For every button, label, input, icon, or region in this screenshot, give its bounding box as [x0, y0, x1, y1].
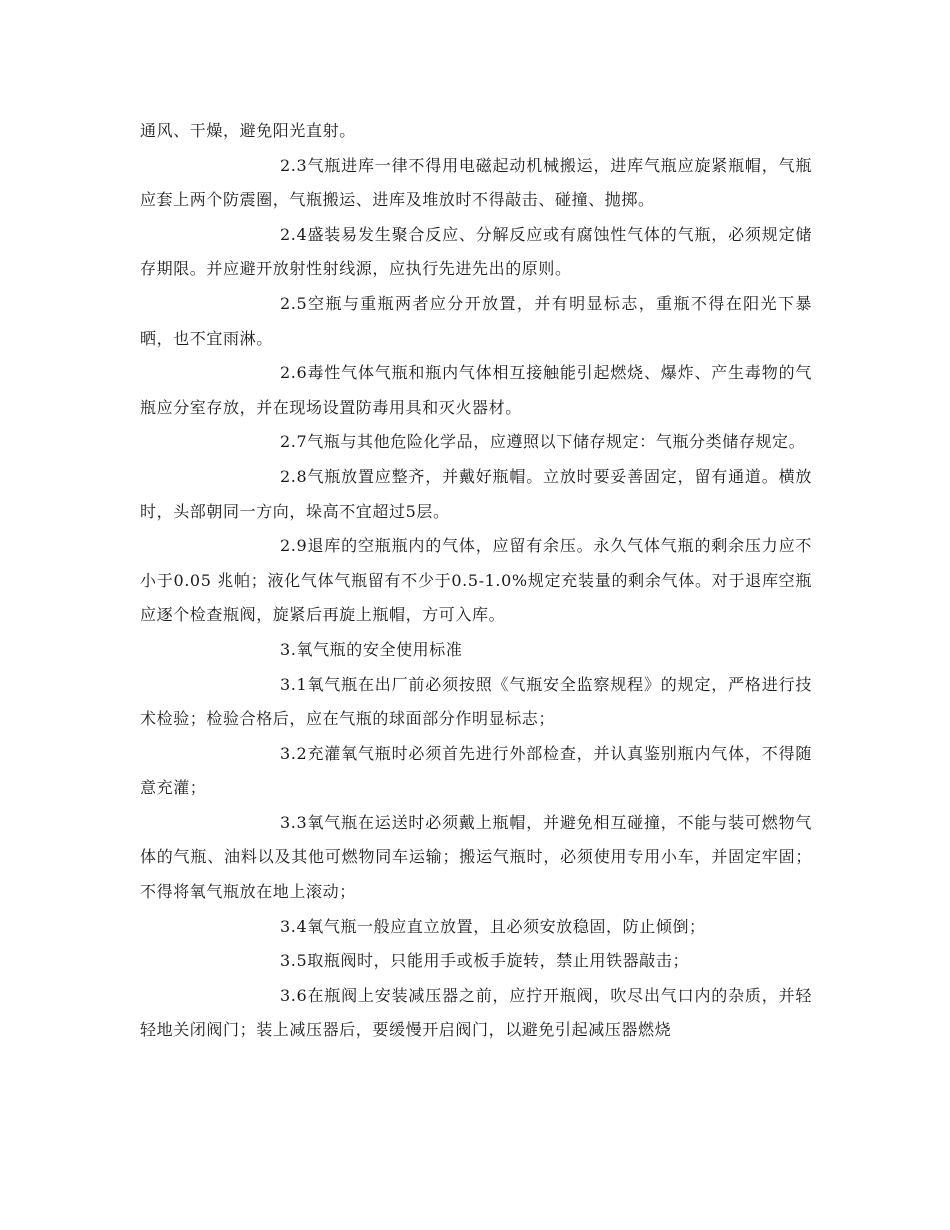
paragraph-2-5: 2.5空瓶与重瓶两者应分开放置，并有明显标志，重瓶不得在阳光下暴晒，也不宜雨淋。 — [140, 293, 812, 348]
paragraph-2-8: 2.8气瓶放置应整齐，并戴好瓶帽。立放时要妥善固定，留有通道。横放时，头部朝同一方向，垛高不宜超过5层。 — [140, 466, 812, 521]
paragraph-2-4: 2.4盛装易发生聚合反应、分解反应或有腐蚀性气体的气瓶，必须规定储存期限。并应避开放射性射线源，应执行先进先出的原则。 — [140, 224, 812, 279]
paragraph-3-3: 3.3氧气瓶在运送时必须戴上瓶帽，并避免相互碰撞，不能与装可燃物气体的气瓶、油料以及其他可燃物同车运输；搬运气瓶时，必须使用专用小车，并固定牢固；不得将氧气瓶放在地上滚动； — [140, 812, 812, 902]
paragraph-3-6: 3.6在瓶阀上安装减压器之前，应拧开瓶阀，吹尽出气口内的杂质，并轻轻地关闭阀门；装上减压器后，要缓慢开启阀门，以避免引起减压器燃烧 — [140, 985, 812, 1040]
section-heading-3: 3.氧气瓶的安全使用标准 — [280, 639, 463, 659]
paragraph-3-1: 3.1氧气瓶在出厂前必须按照《气瓶安全监察规程》的规定，严格进行技术检验；检验合格后，应在气瓶的球面部分作明显标志； — [140, 674, 812, 729]
paragraph-3-2: 3.2充灌氧气瓶时必须首先进行外部检查，并认真鉴别瓶内气体，不得随意充灌； — [140, 743, 812, 798]
paragraph-ventilation: 通风、干燥，避免阳光直射。 — [140, 121, 356, 140]
document-body — [140, 114, 812, 1048]
paragraph-2-7: 2.7气瓶与其他危险化学品，应遵照以下储存规定：气瓶分类储存规定。 — [280, 432, 806, 452]
paragraph-2-3: 2.3气瓶进库一律不得用电磁起动机械搬运，进库气瓶应旋紧瓶帽，气瓶应套上两个防震圈，气瓶搬运、进库及堆放时不得敲击、碰撞、抛掷。 — [140, 155, 812, 210]
paragraph-2-6: 2.6毒性气体气瓶和瓶内气体相互接触能引起燃烧、爆炸、产生毒物的气瓶应分室存放，并在现场设置防毒用具和灭火器材。 — [140, 363, 812, 417]
paragraph-2-9: 2.9退库的空瓶瓶内的气体，应留有余压。永久气体气瓶的剩余压力应不小于0.05 兆帕；液化气体气瓶留有不少于0.5-1.0%规定充装量的剩余气体。对于退库空瓶应逐个检查瓶阀，旋紧后再旋上瓶帽，方可入库。 — [140, 536, 812, 625]
paragraph-3-4: 3.4氧气瓶一般应直立放置，且必须安放稳固，防止倾倒； — [280, 916, 706, 936]
paragraph-3-5: 3.5取瓶阀时，只能用手或板手旋转，禁止用铁器敲击； — [280, 951, 690, 971]
